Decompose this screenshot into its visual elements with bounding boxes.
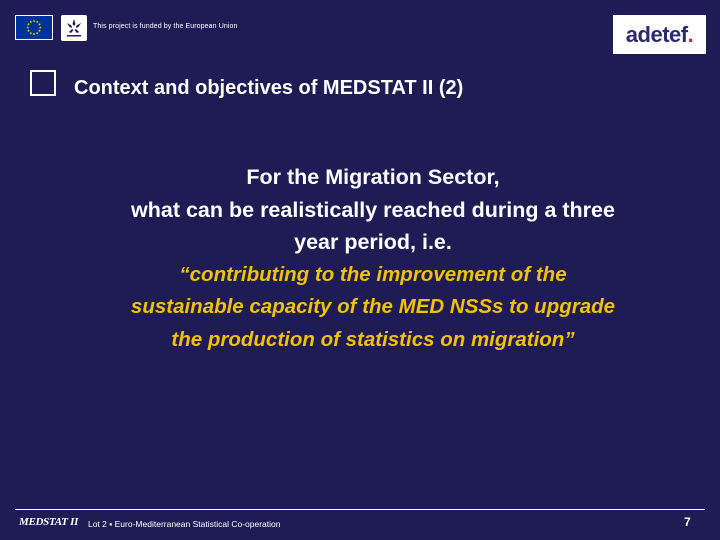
adetef-logo bbox=[613, 15, 706, 54]
body-text bbox=[40, 161, 706, 356]
eu-flag-icon bbox=[15, 15, 53, 40]
footer-lot-text: Lot 2 ▪ Euro-Mediterranean Statistical Co-operation bbox=[88, 519, 281, 529]
quote-line: the production of statistics on migration” bbox=[171, 327, 575, 351]
page-number: 7 bbox=[684, 515, 691, 529]
quote-line: sustainable capacity of the MED NSSs to upgrade bbox=[130, 295, 616, 318]
quote-line: “contributing to the improvement of the bbox=[179, 262, 567, 286]
funding-notice: This project is funded by the European Union bbox=[93, 23, 238, 30]
checkbox-icon bbox=[30, 70, 56, 96]
slide-title: Context and objectives of MEDSTAT II (2) bbox=[74, 77, 464, 99]
partner-emblem-icon bbox=[61, 15, 87, 41]
adetef-logo-text: adetef. bbox=[625, 21, 694, 47]
body-line: For the Migration Sector, bbox=[246, 165, 500, 189]
body-line: year period, i.e. bbox=[294, 230, 452, 254]
body-line: what can be realistically reached during a three bbox=[131, 197, 615, 222]
footer-brand: MEDSTAT II bbox=[19, 516, 79, 528]
footer-divider bbox=[15, 509, 705, 510]
